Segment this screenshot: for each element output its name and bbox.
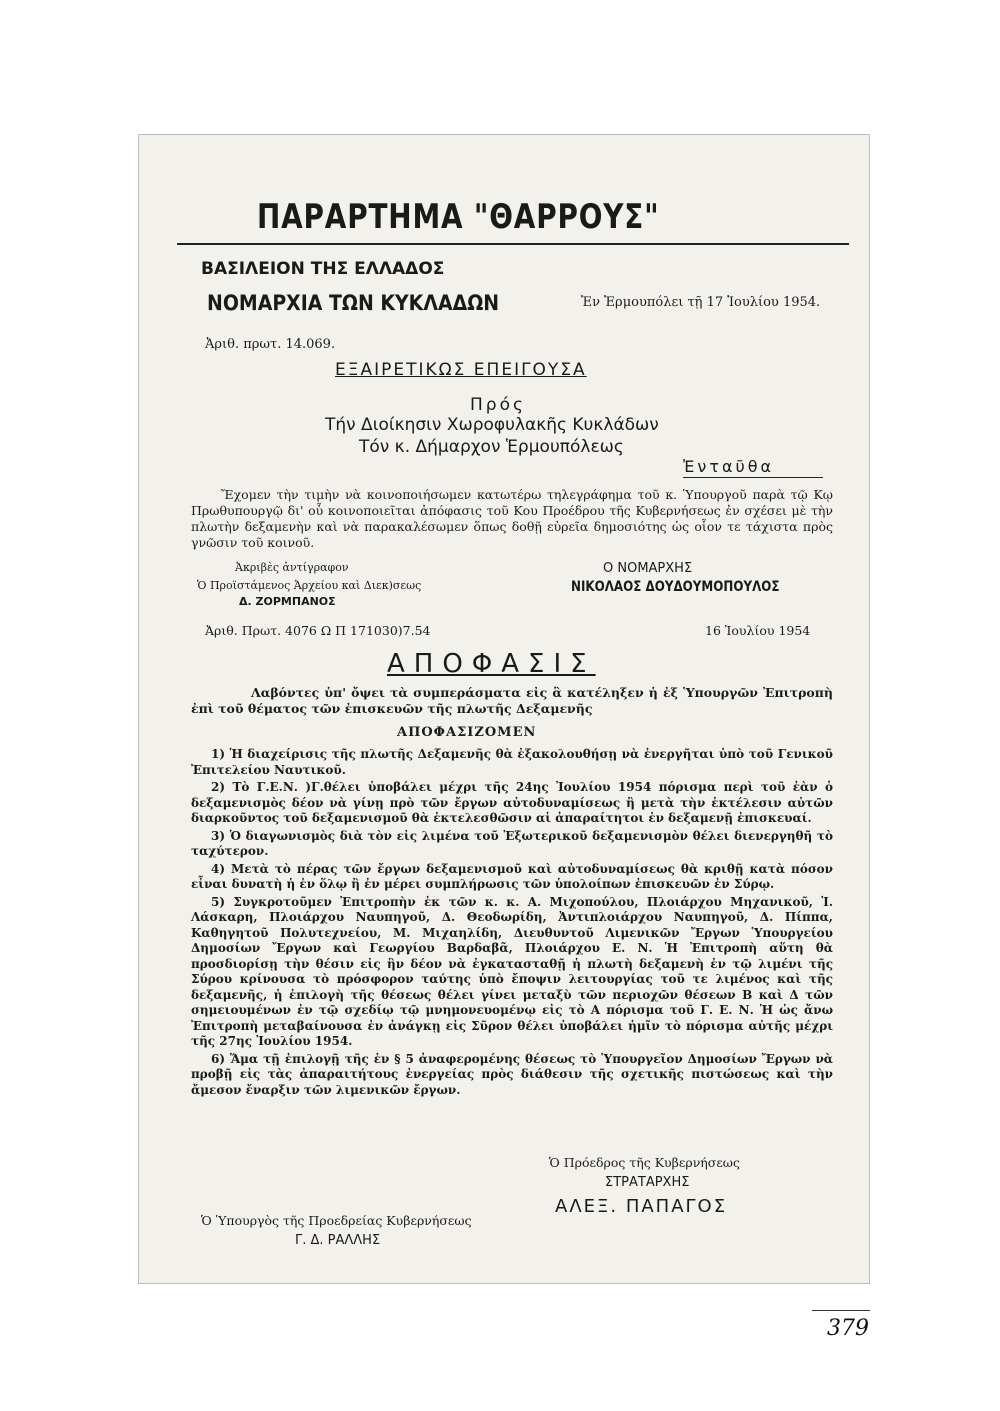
minister-role: Ὁ Ὑπουργὸς τῆς Προεδρείας Κυβερνήσεως <box>201 1213 472 1228</box>
decision-item: 5) Συγκροτοῦμεν Ἐπιτροπὴν ἐκ τῶν κ. κ. Α. Μιχοπούλου, Πλοιάρχου Μηχανικοῦ, Ἰ. Λάσκαρη, Πλοιάρχου Ναυπηγοῦ, Δ. Θεοδωρίδη, Ἀντιπλοιάρχου Ναυπηγοῦ, Δ. Πίππα, Καθηγητοῦ Πολυτεχνείου, Μ. Μιχαηλίδη, Διευθυντοῦ Λιμενικῶν Ἔργων Ὑπουργείου Δημοσίων Ἔργων καὶ Γεωργίου Βαρδαβᾶ, Πλοιάρχου Ε. Ν. Ἡ Ἐπιτροπὴ αὕτη θὰ προσδιορίσῃ τὴν θέσιν εἰς ἣν δέον νὰ ἐγκατασταθῇ ἡ πλωτὴ δεξαμενὴ ἐν τῷ λιμένι τῆς Σύρου κρίνουσα τὸ πρόσφορον ταύτης ὑπὸ ἔποψιν λειτουργίας τοῦ τε λιμένος καὶ τῆς δεξαμενῆς, ἡ ἐπιλογὴ τῆς θέσεως θέλει γίνει μεταξὺ τῶν περιοχῶν θέσεων Β καὶ Δ τῶν σημειουμένων ἐν τῷ σχεδίῳ τῷ μνημονευομένῳ εἰς τὸ Α πόρισμα τοῦ Γ. Ε. Ν. Ἡ ὡς ἄνω Ἐπιτροπὴ μεταβαίνουσα ἐν ἀνάγκῃ εἰς Σῦρον θέλει ὑποβάλει ἡμῖν τὸ πόρισμα αὐτῆς μέχρι τῆς 27ης Ἰουλίου 1954. <box>191 894 833 1048</box>
addressee-line-1: Τήν Διοίκησιν Χωροφυλακῆς Κυκλάδων <box>325 415 659 435</box>
decision-item: 3) Ὁ διαγωνισμὸς διὰ τὸν εἰς λιμένα τοῦ Ἐξωτερικοῦ δεξαμενισμὸν θέλει διενεργηθῆ τὸ ταχύτερον. <box>191 828 833 858</box>
decide-heading: ΑΠΟΦΑΣΙΖΟΜΕΝ <box>397 725 537 740</box>
protocol-number: Ἀριθ. πρωτ. 14.069. <box>205 337 336 352</box>
page-number: 379 <box>827 1316 869 1341</box>
kingdom-heading: ΒΑΣΙΛΕΙΟΝ ΤΗΣ ΕΛΛΑΔΟΣ <box>201 259 445 279</box>
page-number-rule <box>812 1310 870 1311</box>
addressee-to: Πρός <box>470 395 526 415</box>
title-rule <box>177 243 849 245</box>
decision-item: 4) Μετὰ τὸ πέρας τῶν ἔργων δεξαμενισμοῦ καὶ αὐτοδυναμίσεως θὰ κριθῇ κατὰ πόσον εἶναι δυνατὴ ἡ ἐν ὅλῳ ἢ ἐν μέρει συμπλήρωσις τῶν ὑπολοίπων ἐπισκευῶν ἐν Σύρῳ. <box>191 861 833 891</box>
telegram-protocol: Ἀριθ. Πρωτ. 4076 Ω Π 171030)7.54 <box>205 623 431 638</box>
president-rank: ΣΤΡΑΤΑΡΧΗΣ <box>605 1175 690 1190</box>
place-date: Ἐν Ἑρμουπόλει τῇ 17 Ἰουλίου 1954. <box>581 295 821 310</box>
decision-item: 6) Ἅμα τῇ ἐπιλογῇ τῆς ἐν § 5 ἀναφερομένης θέσεως τὸ Ὑπουργεῖον Δημοσίων Ἔργων νὰ προβῇ εἰς τὰς ἀπαραιτήτους ἐνεργείας πρὸς διάθεσιν τῆς σχετικῆς πιστώσεως καὶ τὴν ἄμεσον ἔναρξιν τῶν λιμενικῶν ἔργων. <box>191 1051 833 1097</box>
prefecture-heading: ΝΟΜΑΡΧΙΑ ΤΩΝ ΚΥΚΛΑΔΩΝ <box>207 291 500 315</box>
president-name: ΑΛΕΞ. ΠΑΠΑΓΟΣ <box>555 1196 728 1217</box>
decision-intro: Λαβόντες ὑπ' ὄψει τὰ συμπεράσματα εἰς ἃ κατέληξεν ἡ ἐξ Ὑπουργῶν Ἐπιτροπὴ ἐπὶ τοῦ θέματος τῶν ἐπισκευῶν τῆς πλωτῆς Δεξαμενῆς <box>191 685 833 716</box>
document-title: ΠΑΡΑΡΤΗΜΑ "ΘΑΡΡΟΥΣ" <box>257 197 660 237</box>
cover-letter: Ἔχομεν τὴν τιμὴν νὰ κοινοποιήσωμεν κατωτέρω τηλεγράφημα τοῦ κ. Ὑπουργοῦ παρὰ τῷ Κῳ Πρωθυπουργῷ δι' οὗ κοινοποιεῖται ἀπόφασις τοῦ Κου Προέδρου τῆς Κυβερνήσεως ἐν σχέσει μὲ τὴν πλωτὴν δεξαμενὴν καὶ νὰ παρακαλέσωμεν ὅπως δοθῇ εὐρεῖα δημοσιότης ὡς οἷον τε τάχιστα πρὸς γνῶσιν τοῦ κοινοῦ. <box>191 487 833 550</box>
scanned-document <box>138 134 870 1284</box>
addressee-rule <box>683 477 823 478</box>
addressee-line-2: Τόν κ. Δήμαρχον Ἑρμουπόλεως <box>359 437 624 457</box>
telegram-date: 16 Ἰουλίου 1954 <box>705 623 811 638</box>
urgent-label: ΕΞΑΙΡΕΤΙΚΩΣ ΕΠΕΙΓΟΥΣΑ <box>335 360 587 380</box>
archivist-role: Ὁ Προϊστάμενος Ἀρχείου καὶ Διεκ)σεως <box>197 579 422 592</box>
decision-item: 2) Τὸ Γ.Ε.Ν. )Γ.θέλει ὑποβάλει μέχρι τῆς 24ης Ἰουλίου 1954 πόρισμα περὶ τοῦ ἐὰν ὁ δεξαμενισμὸς δέον νὰ γίνῃ πρὸ τῶν ἔργων αὐτοδυναμίσεως ἢ μετὰ τὴν ἐκτέλεσιν αὐτῶν διαρκοῦντος τοῦ δεξαμενισμοῦ θὰ ἐκτελεσθῶσιν αἱ ἀπαραίτητοι ἐν δεξαμενῇ ἐπισκευαί. <box>191 780 833 825</box>
decision-item: 1) Ἡ διαχείρισις τῆς πλωτῆς Δεξαμενῆς θὰ ἐξακολουθήσῃ νὰ ἐνεργῆται ὑπὸ τοῦ Γενικοῦ Ἐπιτελείου Ναυτικοῦ. <box>191 747 833 777</box>
copy-label: Ἀκριβὲς ἀντίγραφον <box>235 561 349 574</box>
prefect-name: ΝΙΚΟΛΑΟΣ ΔΟΥΔΟΥΜΟΠΟΥΛΟΣ <box>571 579 780 595</box>
president-role: Ὁ Πρόεδρος τῆς Κυβερνήσεως <box>549 1155 740 1170</box>
addressee-here: Ἐνταῦθα <box>683 457 775 476</box>
archivist-name: Δ. ΖΟΡΜΠΑΝΟΣ <box>239 595 336 608</box>
prefect-title: Ο ΝΟΜΑΡΧΗΣ <box>603 561 693 576</box>
decision-title: ΑΠΟΦΑΣΙΣ <box>387 649 596 679</box>
minister-name: Γ. Δ. ΡΑΛΛΗΣ <box>295 1233 381 1248</box>
decision-items <box>191 747 833 1100</box>
